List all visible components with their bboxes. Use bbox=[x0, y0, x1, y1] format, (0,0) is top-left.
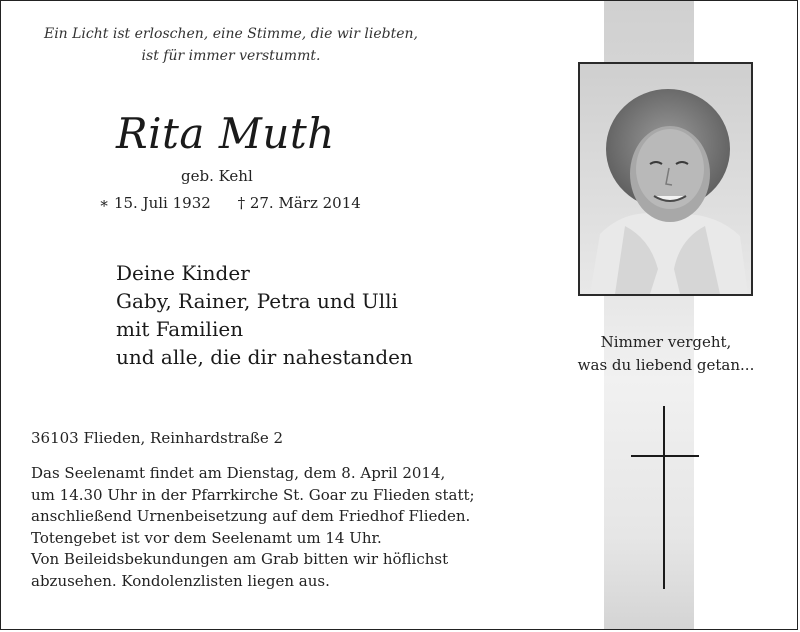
death-date: † 27. März 2014 bbox=[237, 194, 361, 212]
mourners-list bbox=[116, 259, 413, 371]
notice-line: anschließend Urnenbeisetzung auf dem Friedhof Flieden. bbox=[31, 507, 471, 525]
notice-line: Das Seelenamt findet am Dienstag, dem 8. April 2014, bbox=[31, 464, 446, 482]
motto-line: ist für immer verstummt. bbox=[141, 48, 321, 64]
mourner-line: Deine Kinder bbox=[116, 261, 250, 285]
quote-line: Nimmer vergeht, bbox=[600, 333, 732, 351]
notice-line: Totengebet ist vor dem Seelenamt um 14 Uhr. bbox=[31, 528, 382, 547]
deceased-name: Rita Muth bbox=[116, 109, 335, 158]
portrait-image bbox=[580, 64, 751, 294]
motto bbox=[31, 23, 431, 67]
notice-line: um 14.30 Uhr in der Pfarrkirche St. Goar zu Flieden statt; bbox=[31, 485, 475, 504]
mourner-line: und alle, die dir nahestanden bbox=[116, 345, 413, 369]
portrait-photo bbox=[578, 62, 753, 296]
service-notice bbox=[31, 463, 475, 592]
address: 36103 Flieden, Reinhardstraße 2 bbox=[31, 429, 284, 447]
quote-line: was du liebend getan... bbox=[577, 356, 755, 374]
quote bbox=[561, 331, 771, 377]
birth-name: geb. Kehl bbox=[181, 167, 253, 185]
life-dates bbox=[99, 194, 361, 212]
notice-line: abzusehen. Kondolenzlisten liegen aus. bbox=[31, 571, 330, 590]
mourner-line: mit Familien bbox=[116, 317, 244, 341]
birth-date: ∗ 15. Juli 1932 bbox=[99, 194, 211, 212]
notice-line: Von Beileidsbekundungen am Grab bitten wir höflichst bbox=[31, 550, 449, 568]
cross-icon bbox=[621, 401, 701, 591]
mourner-line: Gaby, Rainer, Petra und Ulli bbox=[116, 289, 398, 313]
motto-line: Ein Licht ist erloschen, eine Stimme, die wir liebten, bbox=[43, 26, 419, 42]
